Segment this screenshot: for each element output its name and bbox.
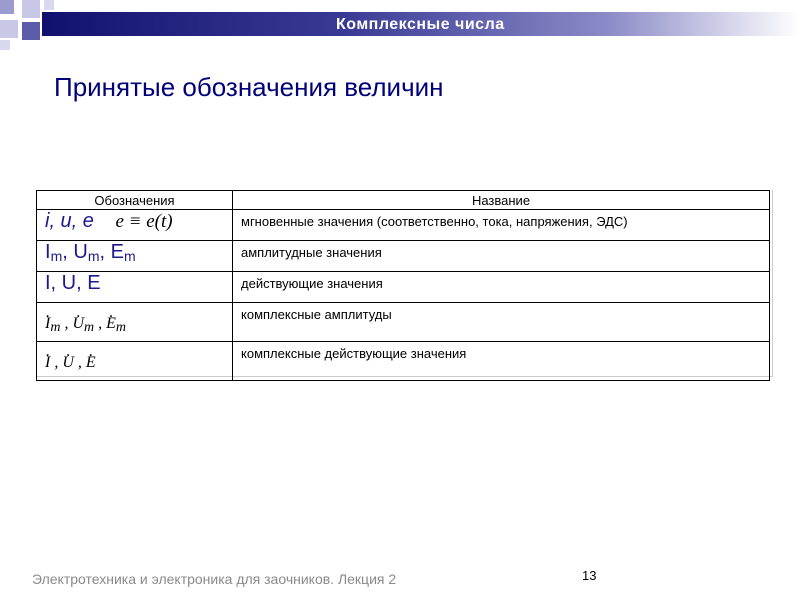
instant-symbols: i, u, e bbox=[45, 210, 94, 232]
table-row bbox=[37, 272, 770, 303]
decor-square bbox=[0, 0, 14, 14]
notation-cell bbox=[37, 272, 233, 303]
complex-effective-symbols: . I , . U , . E bbox=[45, 354, 96, 371]
page-number: 13 bbox=[582, 568, 597, 583]
table-header-row bbox=[37, 191, 770, 210]
slide-section-title: Комплексные числа bbox=[336, 16, 505, 33]
name-cell: действующие значения bbox=[233, 272, 770, 303]
table-row bbox=[37, 241, 770, 272]
name-cell: комплексные амплитуды bbox=[233, 303, 770, 342]
decor-square bbox=[0, 20, 18, 38]
amplitude-symbols: $I_m$, $U_m$, $E_m$ bbox=[45, 241, 136, 264]
decor-square bbox=[0, 40, 10, 50]
name-cell: мгновенные значения (соответственно, тока, напряжения, ЭДС) bbox=[233, 210, 770, 241]
notation-table-wrapper bbox=[36, 190, 773, 377]
column-header-notation: Обозначения bbox=[37, 191, 233, 210]
title-bar bbox=[42, 12, 800, 36]
notation-cell bbox=[37, 342, 233, 381]
notation-cell bbox=[37, 303, 233, 342]
decor-square bbox=[22, 22, 40, 40]
notation-cell bbox=[37, 241, 233, 272]
notation-cell bbox=[37, 210, 233, 241]
name-cell: амплитудные значения bbox=[233, 241, 770, 272]
table-row bbox=[37, 210, 770, 241]
decor-square bbox=[44, 0, 54, 10]
table-row bbox=[37, 342, 770, 381]
name-cell: комплексные действующие значения bbox=[233, 342, 770, 381]
notation-table bbox=[36, 190, 770, 381]
effective-symbols: I, U, E bbox=[45, 272, 101, 294]
page-title: Принятые обозначения величин bbox=[54, 72, 444, 102]
column-header-name: Название bbox=[233, 191, 770, 210]
decor-square bbox=[22, 0, 40, 18]
complex-amplitude-symbols: . Im , . Um , . Em bbox=[45, 315, 126, 332]
instant-formula: e ≡ e(t) bbox=[115, 211, 173, 232]
footer-course-title: Электротехника и электроника для заочников. Лекция 2 bbox=[32, 571, 397, 587]
table-row bbox=[37, 303, 770, 342]
